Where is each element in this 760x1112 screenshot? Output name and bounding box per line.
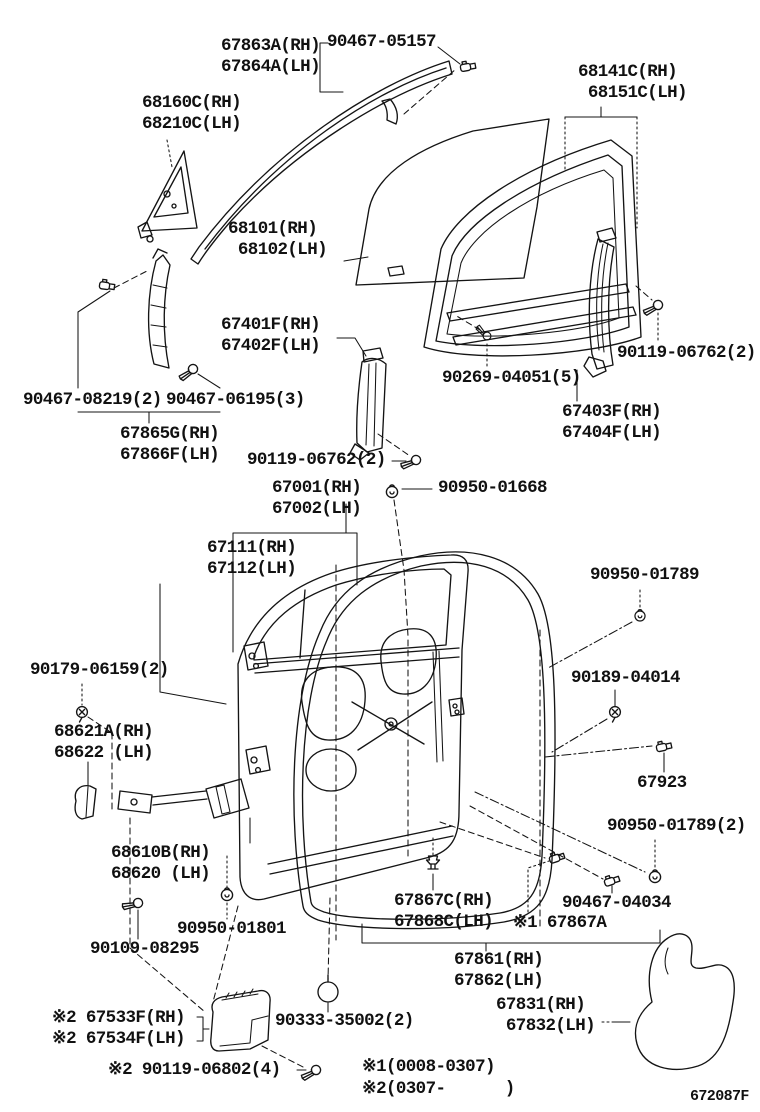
part-label-67001-67002: 67001(RH) 67002(LH) <box>272 478 362 519</box>
part-label-90950-01801: 90950-01801 <box>177 919 286 939</box>
part-label-90119-06762-right: 90119-06762(2) <box>617 343 756 363</box>
part-label-68141c-68151c: 68141C(RH) 68151C(LH) <box>578 62 687 103</box>
part-label-67923: 67923 <box>637 773 687 793</box>
part-label-90189-04014: 90189-04014 <box>571 668 680 688</box>
part-label-90119-06802: ※2 90119-06802(4) <box>108 1060 281 1080</box>
part-label-90119-06762-lower: 90119-06762(2) <box>247 450 386 470</box>
footnote-1: ※1(0008-0307) <box>362 1057 495 1077</box>
part-label-68160c-68210c: 68160C(RH) 68210C(LH) <box>142 93 242 134</box>
figure-code: 672087F <box>690 1088 749 1105</box>
part-label-67403f-67404f: 67403F(RH) 67404F(LH) <box>562 402 662 443</box>
part-label-68621a-68622: 68621A(RH) 68622 (LH) <box>54 722 154 763</box>
part-label-68610b-68620: 68610B(RH) 68620 (LH) <box>111 843 211 884</box>
part-label-90179-06159: 90179-06159(2) <box>30 660 169 680</box>
part-label-67867a: ※1 67867A <box>513 913 607 933</box>
part-label-90467-05157: 90467-05157 <box>327 32 436 52</box>
part-label-90950-01789: 90950-01789 <box>590 565 699 585</box>
part-label-90467-04034: 90467-04034 <box>562 893 671 913</box>
part-label-67831-67832: 67831(RH) 67832(LH) <box>496 995 596 1036</box>
part-label-67111-67112: 67111(RH) 67112(LH) <box>207 538 297 579</box>
part-label-67863a-67864a: 67863A(RH) 67864A(LH) <box>220 36 320 77</box>
part-label-90333-35002: 90333-35002(2) <box>275 1011 414 1031</box>
part-label-90467-06195: 90467-06195(3) <box>166 390 305 410</box>
footnote-2: ※2(0307- ) <box>362 1079 515 1099</box>
part-label-67865g-67866f: 67865G(RH) 67866F(LH) <box>120 424 220 465</box>
part-label-68101-68102: 68101(RH) 68102(LH) <box>228 219 328 260</box>
part-label-90950-01668: 90950-01668 <box>438 478 547 498</box>
part-label-90269-04051: 90269-04051(5) <box>442 368 581 388</box>
part-label-67861-67862: 67861(RH) 67862(LH) <box>454 950 544 991</box>
part-label-67867c-67868c: 67867C(RH) 67868C(LH) <box>394 891 494 932</box>
part-label-90467-08219: 90467-08219(2) <box>23 390 162 410</box>
part-label-67533f-67534f: ※2 67533F(RH) ※2 67534F(LH) <box>52 1008 185 1049</box>
part-label-67401f-67402f: 67401F(RH) 67402F(LH) <box>221 315 321 356</box>
part-label-90109-08295: 90109-08295 <box>90 939 199 959</box>
part-label-90950-01789-2: 90950-01789(2) <box>607 816 746 836</box>
